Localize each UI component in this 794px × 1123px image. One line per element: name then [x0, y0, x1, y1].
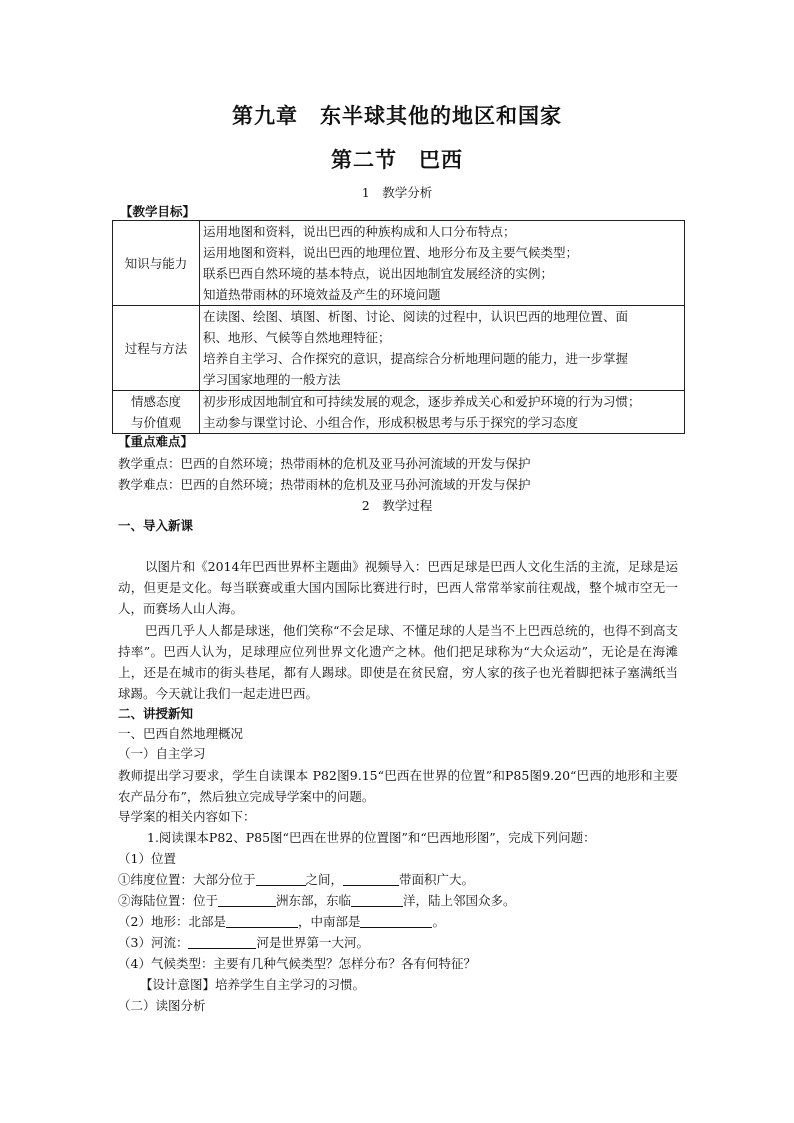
- new-knowledge-heading: 二、讲授新知: [118, 706, 194, 721]
- process-heading: 2 教学过程: [361, 498, 433, 513]
- row-label: 知识与能力: [113, 221, 200, 306]
- task-1: 1.阅读课本P82、P85图“巴西在世界的位置图”和“巴西地形图”，完成下列问题：: [147, 830, 596, 845]
- intro-paragraph-2: 巴西几乎人人都是球迷，他们笑称“不会足球、不懂足球的人是当不上巴西总统的，也得不到高支持率”。巴西人认为，足球理应位列世界文化遗产之林。他们把足球称为“大众运动”，无论是在海滩上，还是在城市的街头巷尾，都有人踢球。即使是在贫民窟，穷人家的孩子也光着脚把袜子塞满纸当球踢。今天就让我们一起走进巴西。: [118, 623, 678, 701]
- question-climate: （4）气候类型：主要有几种气候类型？怎样分布？各有何特征？: [118, 956, 476, 971]
- blank-field[interactable]: [360, 913, 432, 928]
- table-row: [113, 391, 685, 434]
- self-study-heading: （一）自主学习: [118, 746, 206, 761]
- question-river: （3）河流： 河是世界第一大河。: [118, 935, 369, 950]
- subsection-heading: 一、巴西自然地理概况: [118, 726, 244, 741]
- section-title: 第二节 巴西: [331, 147, 463, 172]
- row-content: 初步形成因地制宜和可持续发展的观念，逐步养成关心和爱护环境的行为习惯； 主动参与课堂讨论、小组合作，形成积极思考与乐于探究的学习态度: [200, 391, 685, 434]
- teacher-requirement: 教师提出学习要求，学生自读课本 P82图9.15“巴西在世界的位置”和P85图9.20“巴西的地形和主要农产品分布”，然后独立完成导学案中的问题。: [118, 768, 678, 804]
- question-location: （1）位置: [118, 851, 176, 866]
- part1-heading: 1 教学分析: [361, 185, 433, 200]
- design-intent: 【设计意图】培养学生自主学习的习惯。: [140, 977, 366, 992]
- blank-field[interactable]: [226, 913, 298, 928]
- intro-heading: 一、导入新课: [118, 518, 194, 533]
- row-label: 过程与方法: [113, 306, 200, 391]
- blank-field[interactable]: [188, 934, 256, 949]
- row-label: 情感态度 与价值观: [113, 391, 200, 434]
- goals-table: [112, 220, 685, 434]
- keypoints-heading: 【重点难点】: [118, 434, 194, 449]
- chapter-title: 第九章 东半球其他的地区和国家: [232, 103, 562, 128]
- focus-text: 教学重点：巴西的自然环境；热带雨林的危机及亚马孙河流域的开发与保护: [118, 456, 531, 471]
- blank-field[interactable]: [256, 871, 306, 886]
- guide-intro: 导学案的相关内容如下：: [118, 809, 256, 824]
- question-sea-land: ②海陆位置：位于 洲东部，东临 洋，陆上邻国众多。: [118, 893, 516, 908]
- row-content: 运用地图和资料，说出巴西的种族构成和人口分布特点； 运用地图和资料，说出巴西的地理位置、地形分布及主要气候类型； 联系巴西自然环境的基本特点，说出因地制宜发展经济的实例； 知道热带雨林的环境效益及产生的环境问题: [200, 221, 685, 306]
- blank-field[interactable]: [351, 892, 403, 907]
- blank-field[interactable]: [343, 871, 399, 886]
- blank-field[interactable]: [218, 892, 276, 907]
- row-content: 在读图、绘图、填图、析图、讨论、阅读的过程中，认识巴西的地理位置、面 积、地形、气候等自然地理特征； 培养自主学习、合作探究的意识，提高综合分析地理问题的能力，进一步掌握 学习国家地理的一般方法: [200, 306, 685, 391]
- difficulty-text: 教学难点：巴西的自然环境；热带雨林的危机及亚马孙河流域的开发与保护: [118, 477, 531, 492]
- table-row: [113, 221, 685, 306]
- table-row: [113, 306, 685, 391]
- question-terrain: （2）地形：北部是 ，中南部是 。: [118, 914, 445, 929]
- question-latitude: ①纬度位置：大部分位于 之间， 带面积广大。: [118, 872, 475, 887]
- intro-paragraph-1: 以图片和《2014年巴西世界杯主题曲》视频导入：巴西足球是巴西人文化生活的主流，足球是运动，但更是文化。每当联赛或重大国内国际比赛进行时，巴西人常常举家前往观战，整个城市空无一人，而赛场人山人海。: [118, 559, 678, 616]
- map-analysis-heading: （二）读图分析: [118, 998, 206, 1013]
- goals-heading: 【教学目标】: [120, 204, 196, 219]
